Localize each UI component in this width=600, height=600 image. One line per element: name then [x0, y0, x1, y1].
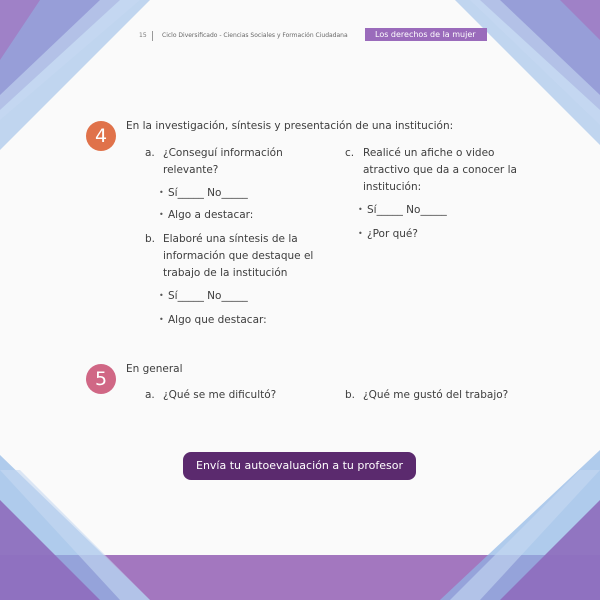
header-divider [152, 31, 153, 41]
item-4c-yes-no: Sí_____ No_____ [367, 204, 447, 216]
item-4a-line-2: relevante? [163, 164, 219, 176]
item-4b-letter: b. [145, 233, 156, 245]
item-5a-letter: a. [145, 389, 155, 401]
question-5-prompt: En general [126, 363, 183, 375]
item-4b-line-3: trabajo de la institución [163, 267, 288, 279]
item-4b-line-1: Elaboré una síntesis de la [163, 233, 298, 245]
item-4b-highlight: Algo que destacar: [168, 314, 267, 326]
question-4-number: 4 [86, 121, 116, 151]
bullet-dot: • [159, 315, 164, 324]
item-4a-yes-no: Sí_____ No_____ [168, 187, 248, 199]
item-5a-text: ¿Qué se me dificultó? [163, 389, 277, 401]
bullet-dot: • [159, 291, 164, 300]
item-4c-line-3: institución: [363, 181, 422, 193]
item-4a-highlight: Algo a destacar: [168, 209, 254, 221]
header-subtitle: Ciclo Diversificado - Ciencias Sociales y Formación Ciudadana [162, 32, 348, 39]
item-4b-yes-no: Sí_____ No_____ [168, 290, 248, 302]
bullet-dot: • [358, 229, 363, 238]
bullet-dot: • [159, 188, 164, 197]
item-4b-line-2: información que destaque el [163, 250, 314, 262]
question-5-number: 5 [86, 364, 116, 394]
item-4c-line-2: atractivo que da a conocer la [363, 164, 517, 176]
item-5b-letter: b. [345, 389, 356, 401]
item-5b-text: ¿Qué me gustó del trabajo? [363, 389, 509, 401]
send-self-evaluation-button[interactable]: Envía tu autoevaluación a tu profesor [183, 452, 416, 480]
item-4c-line-1: Realicé un afiche o video [363, 147, 495, 159]
item-4c-letter: c. [345, 147, 355, 159]
item-4a-line-1: ¿Conseguí información [163, 147, 283, 159]
bullet-dot: • [358, 205, 363, 214]
item-4c-why: ¿Por qué? [367, 228, 418, 240]
bullet-dot: • [159, 210, 164, 219]
question-4-prompt: En la investigación, síntesis y presentación de una institución: [126, 120, 454, 132]
section-tag: Los derechos de la mujer [365, 28, 487, 41]
page-number: 15 [139, 32, 147, 39]
item-4a-letter: a. [145, 147, 155, 159]
